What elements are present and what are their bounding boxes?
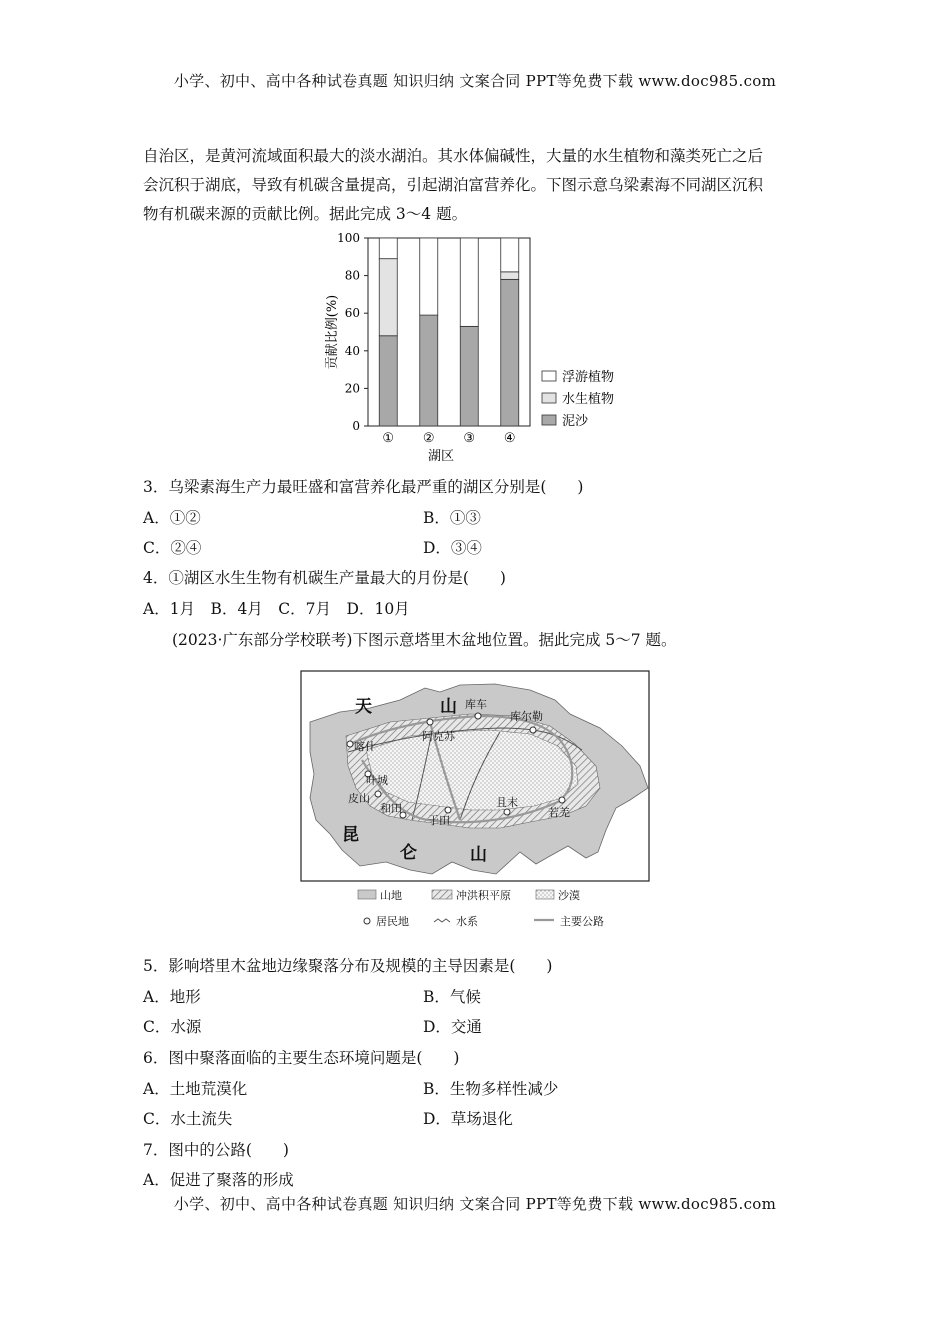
legend-label: 浮游植物 [562,370,615,385]
bar-segment [501,279,519,426]
q4-options[interactable]: A．1月 B．4月 C．7月 D．10月 [143,600,410,618]
city-hotan: 和田 [380,802,402,815]
city-ruoqiang: 若羌 [548,806,570,819]
legend-settlement-icon [364,918,370,924]
q4-stem: 4．①湖区水生生物有机碳生产量最大的月份是( ) [143,569,506,587]
city-kashgar: 喀什 [354,740,376,753]
q3-option-d[interactable]: D．③④ [423,539,482,557]
bar-segment [420,238,438,315]
intro-2: (2023·广东部分学校联考)下图示意塔里木盆地位置。据此完成 5～7 题。 [172,631,677,649]
bar-segment [379,238,397,259]
q6-option-b[interactable]: B．生物多样性减少 [423,1080,559,1098]
q3-option-c[interactable]: C．②④ [143,539,202,557]
legend-swatch [542,393,556,403]
legend-road: 主要公路 [560,915,604,928]
legend-desert: 沙漠 [558,889,580,902]
legend-alluvial: 冲洪积平原 [456,889,511,902]
x-tick-label: ① [382,431,395,446]
q6-stem: 6．图中聚落面临的主要生态环境问题是( ) [143,1049,460,1067]
q5-stem: 5．影响塔里木盆地边缘聚落分布及规模的主导因素是( ) [143,957,553,975]
x-tick-label: ③ [463,431,476,446]
q6-option-d[interactable]: D．草场退化 [423,1110,513,1128]
city-yecheng: 叶城 [366,774,388,787]
legend-label: 水生植物 [562,392,615,407]
organic-carbon-chart [310,226,640,466]
intro-line-1: 自治区，是黄河流域面积最大的淡水湖泊。其水体偏碱性，大量的水生植物和藻类死亡之后 [143,147,764,165]
legend-mountain: 山地 [380,889,402,902]
legend-settlement: 居民地 [376,915,409,928]
q5-option-c[interactable]: C．水源 [143,1018,202,1036]
label-shan-1: 山 [440,697,457,717]
q3-stem: 3．乌梁素海生产力最旺盛和富营养化最严重的湖区分别是( ) [143,478,584,496]
q7-stem: 7．图中的公路( ) [143,1141,289,1159]
city-yutian: 于田 [428,814,450,827]
city-aksu: 阿克苏 [422,730,455,743]
x-axis-label: 湖区 [427,449,455,464]
settlement-aksu [427,719,433,725]
settlement-ruoqiang [559,797,565,803]
intro-line-3: 物有机碳来源的贡献比例。据此完成 3～4 题。 [143,205,468,223]
bar-segment [501,238,519,272]
settlement-kashgar [347,741,353,747]
city-korla: 库尔勒 [510,710,543,723]
intro-line-2: 会沉积于湖底，导致有机碳含量提高，引起湖泊富营养化。下图示意乌梁素海不同湖区沉积 [143,176,764,194]
q3-option-a[interactable]: A．①② [143,509,201,527]
q5-option-b[interactable]: B．气候 [423,988,481,1006]
bar-segment [460,238,478,326]
label-lun: 仑 [400,843,417,863]
bar-segment [460,326,478,426]
q6-option-a[interactable]: A．土地荒漠化 [143,1080,248,1098]
city-pishan: 皮山 [348,792,370,805]
label-kun: 昆 [342,825,359,845]
page-header: 小学、初中、高中各种试卷真题 知识归纳 文案合同 PPT等免费下载 www.doc985.com [173,72,777,90]
bar-segment [501,272,519,280]
legend-river-icon [434,919,450,922]
q7-option-a[interactable]: A．促进了聚落的形成 [143,1171,294,1189]
tarim-basin-map [300,670,652,934]
y-tick-label: 80 [344,268,360,283]
y-tick-label: 0 [352,419,360,433]
legend-mountain-swatch [358,890,376,899]
city-kuqa: 库车 [465,698,487,711]
y-tick-label: 20 [344,381,360,396]
settlement-qiemo [504,809,510,815]
page-footer: 小学、初中、高中各种试卷真题 知识归纳 文案合同 PPT等免费下载 www.doc985.com [173,1195,777,1213]
bar-segment [379,336,397,426]
settlement-pishan [375,791,381,797]
legend-alluvial-swatch [432,890,452,899]
bar-segment [379,259,397,336]
settlement-korla [530,727,536,733]
q3-option-b[interactable]: B．①③ [423,509,481,527]
legend-swatch [542,371,556,381]
legend-swatch [542,415,556,425]
bar-segment [420,315,438,426]
city-qiemo: 且末 [496,796,518,809]
y-tick-label: 60 [344,306,360,321]
x-tick-label: ② [422,431,435,446]
legend-desert-swatch [536,890,554,899]
y-axis-label: 贡献比例(%) [325,294,340,370]
q6-option-c[interactable]: C．水土流失 [143,1110,233,1128]
q5-option-d[interactable]: D．交通 [423,1018,482,1036]
settlement-kuqa [475,713,481,719]
settlement-yutian [445,807,451,813]
x-tick-label: ④ [503,431,516,446]
y-tick-label: 40 [344,343,360,358]
legend-label: 泥沙 [562,414,589,429]
label-tian: 天 [355,697,372,717]
y-tick-label: 100 [337,231,360,245]
q5-option-a[interactable]: A．地形 [143,988,201,1006]
legend-river: 水系 [456,915,478,928]
label-shan-2: 山 [470,845,487,865]
